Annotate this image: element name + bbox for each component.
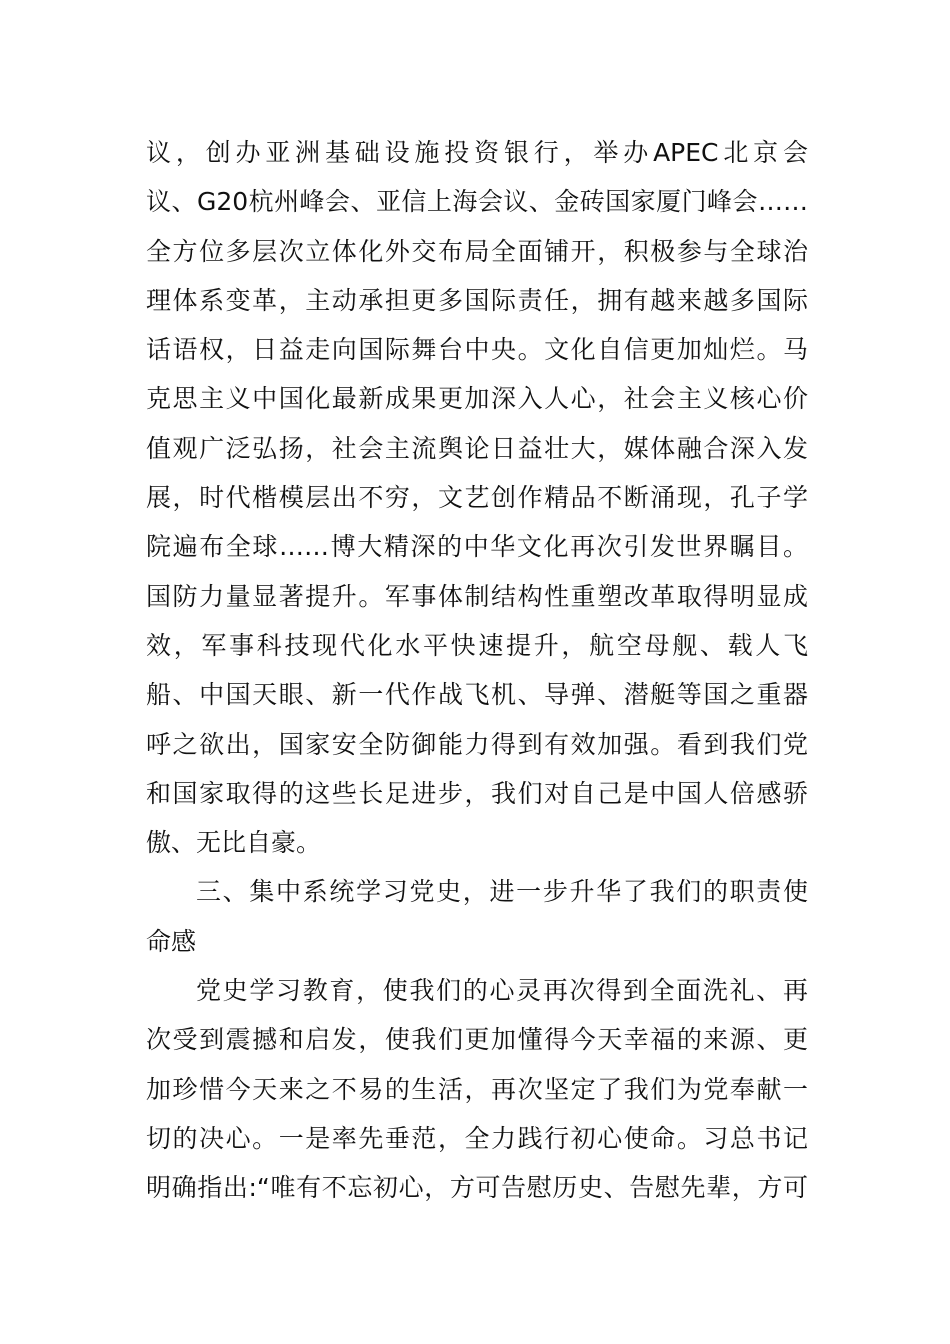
text-line: 议、G20杭州峰会、亚信上海会议、金砖国家厦门峰会…… <box>146 187 808 217</box>
text-line: 加珍惜今天来之不易的生活，再次坚定了我们为党奉献一 <box>146 1074 808 1104</box>
text-line: 院遍布全球……博大精深的中华文化再次引发世界瞩目。 <box>146 532 808 562</box>
text-line: 次受到震撼和启发，使我们更加懂得今天幸福的来源、更 <box>146 1025 808 1055</box>
section-heading-line: 命感 <box>146 926 197 956</box>
text-line: 切的决心。一是率先垂范，全力践行初心使命。习总书记 <box>146 1123 808 1153</box>
body-text <box>146 128 808 1213</box>
text-line: 克思主义中国化最新成果更加深入人心，社会主义核心价 <box>146 384 808 414</box>
text-line: 议，创办亚洲基础设施投资银行，举办APEC北京会 <box>146 138 808 167</box>
text-line: 傲、无比自豪。 <box>146 828 322 858</box>
text-line: 和国家取得的这些长足进步，我们对自己是中国人倍感骄 <box>146 778 808 808</box>
text-line: 全方位多层次立体化外交布局全面铺开，积极参与全球治 <box>146 236 808 266</box>
text-line: 船、中国天眼、新一代作战飞机、导弹、潜艇等国之重器 <box>146 680 808 710</box>
text-line: 效，军事科技现代化水平快速提升，航空母舰、载人飞 <box>146 630 808 660</box>
text-line: 呼之欲出，国家安全防御能力得到有效加强。看到我们党 <box>146 729 808 759</box>
text-line: 党史学习教育，使我们的心灵再次得到全面洗礼、再 <box>196 976 808 1006</box>
text-line: 理体系变革，主动承担更多国际责任，拥有越来越多国际 <box>146 285 808 315</box>
text-line: 值观广泛弘扬，社会主流舆论日益壮大，媒体融合深入发 <box>146 433 808 463</box>
section-heading-line: 三、集中系统学习党史，进一步升华了我们的职责使 <box>196 877 808 907</box>
text-line: 国防力量显著提升。军事体制结构性重塑改革取得明显成 <box>146 581 808 611</box>
text-line: 展，时代楷模层出不穷，文艺创作精品不断涌现，孔子学 <box>146 483 808 513</box>
text-line: 话语权，日益走向国际舞台中央。文化自信更加灿烂。马 <box>146 335 808 365</box>
text-line: 明确指出:“唯有不忘初心，方可告慰历史、告慰先辈，方可 <box>146 1173 808 1203</box>
